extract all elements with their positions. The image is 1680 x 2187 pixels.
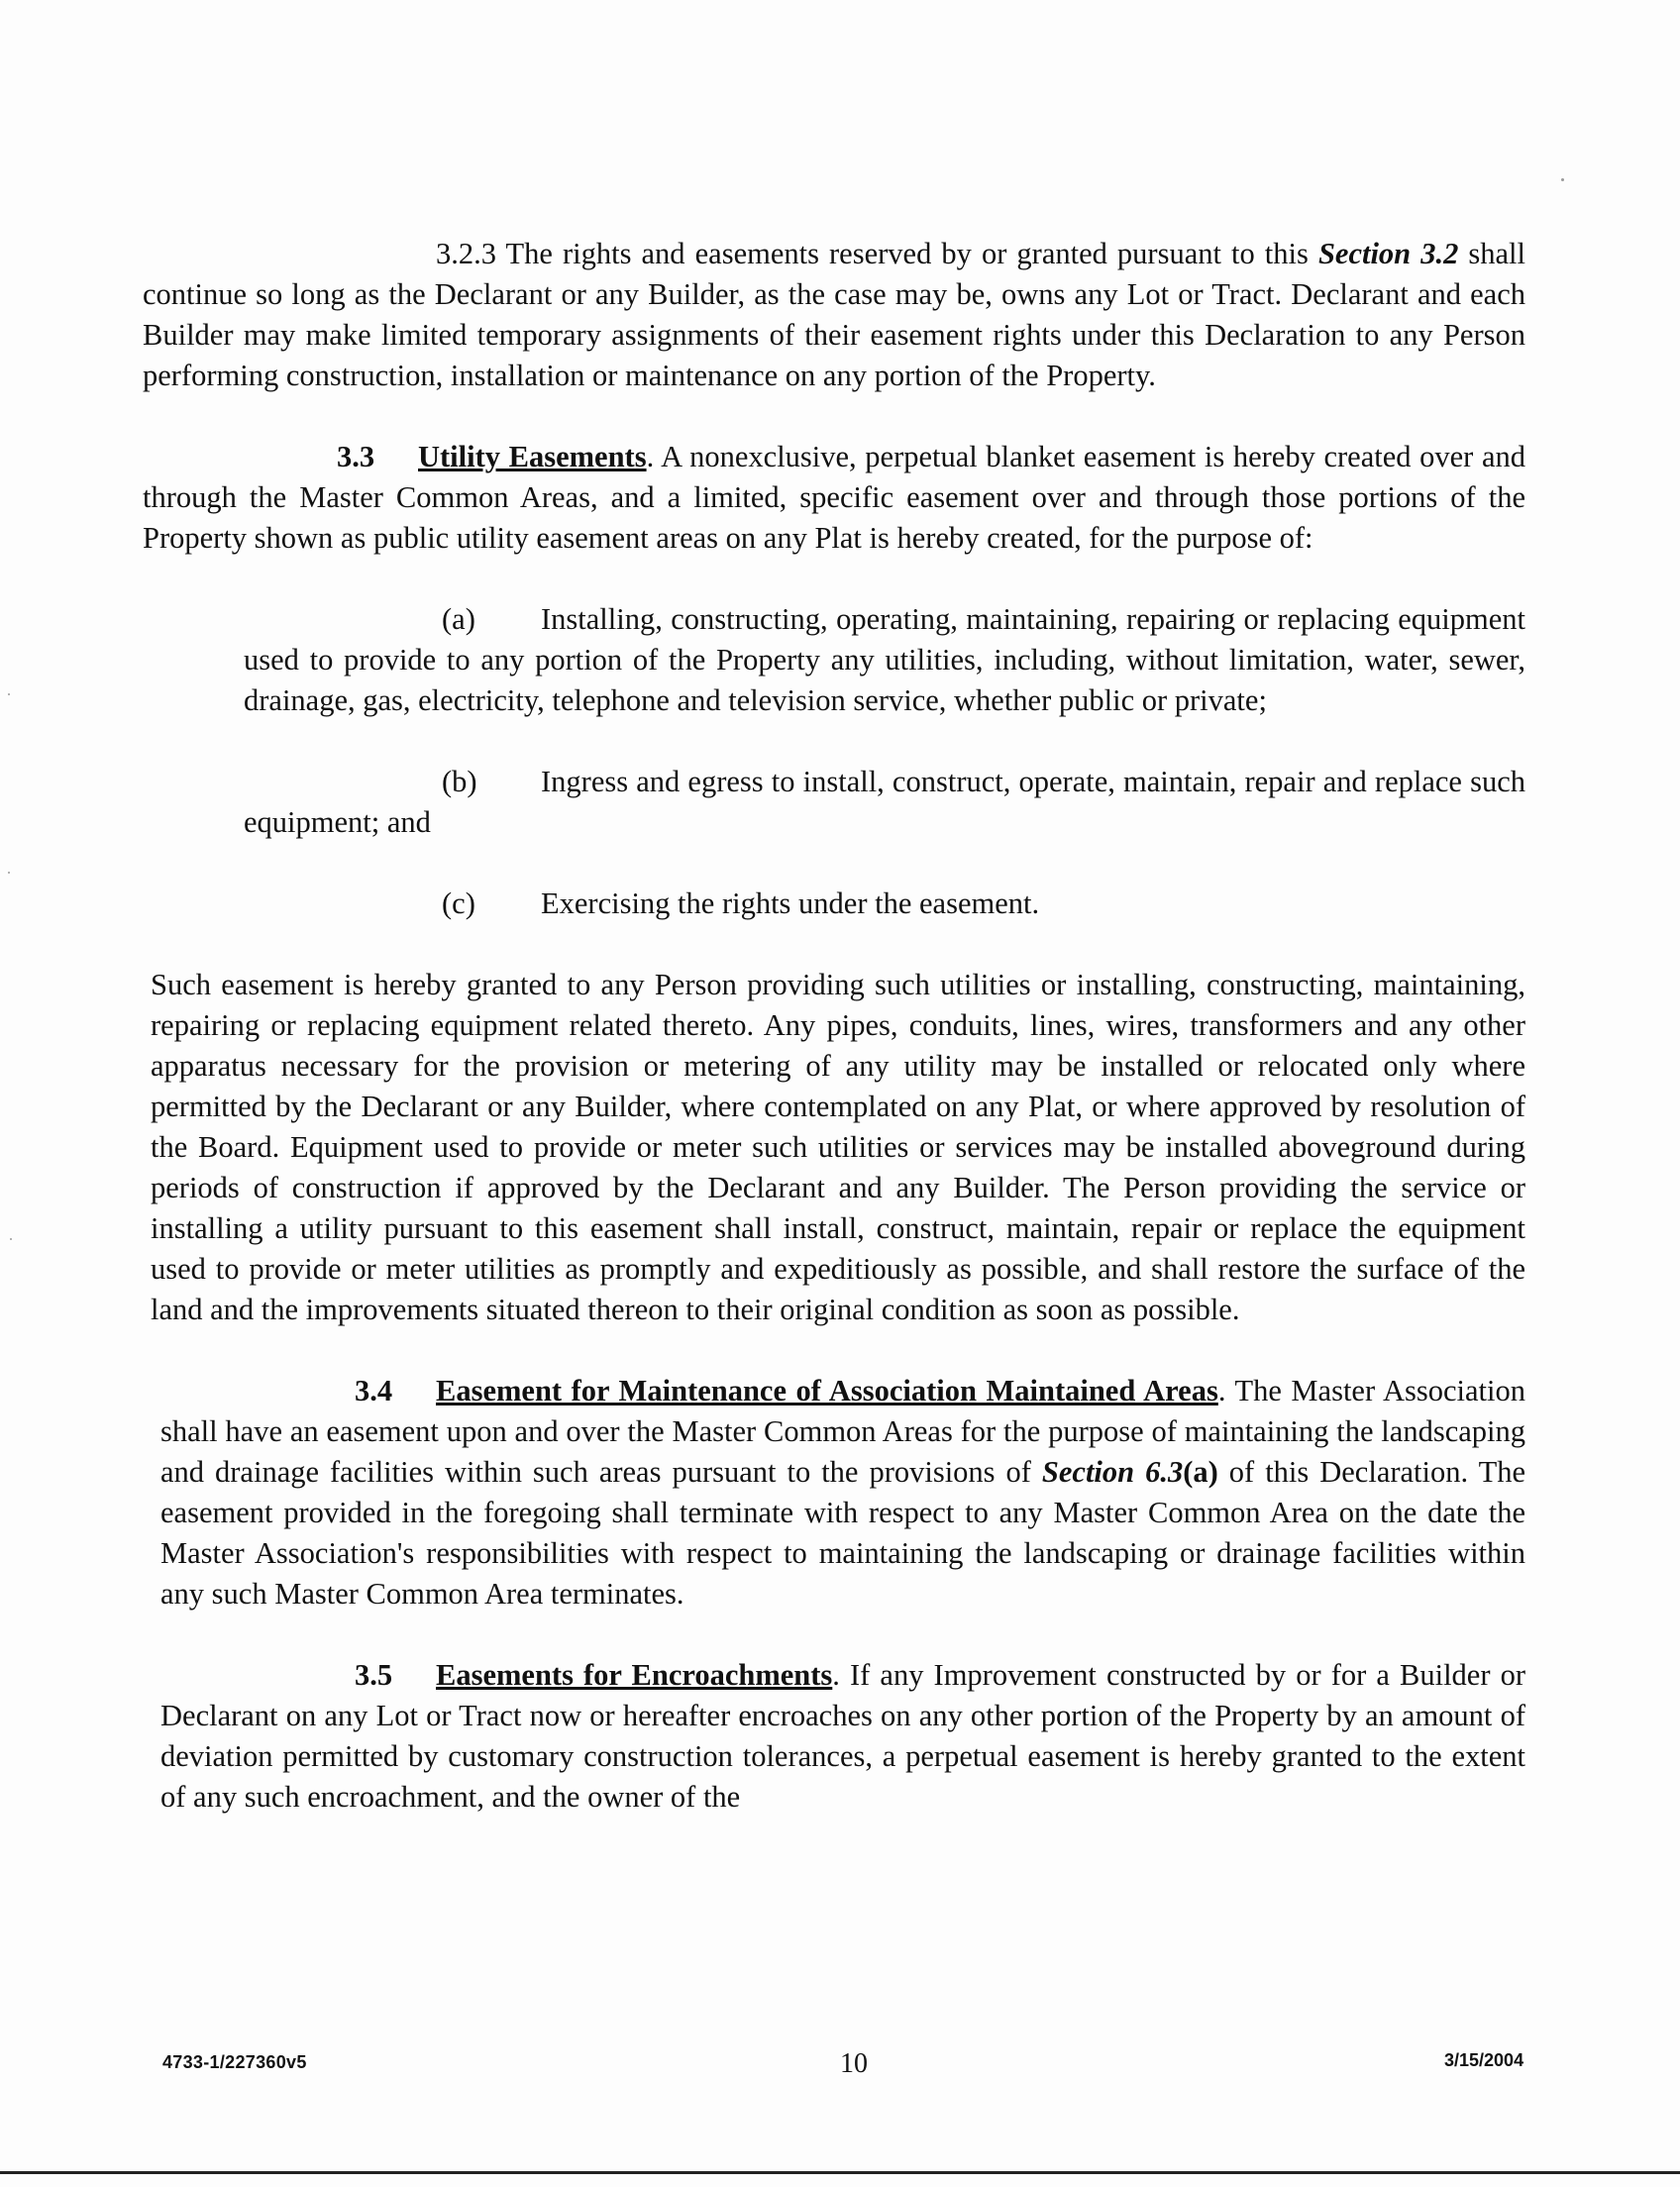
sub-item-label: (a) [442, 602, 475, 636]
paragraph-number: 3.2.3 [436, 237, 496, 270]
section-3-5 [160, 1655, 1525, 1818]
sub-item-text: Installing, constructing, operating, maintaining, repairing or replacing equipment used to provide to any portion of the Property any utilities, including, without limitation, water, sewer, drainage, gas, electricity, telephone and television service, whether public or private; [244, 602, 1525, 717]
sub-item-c [244, 884, 1525, 924]
section-text: of this Declaration. The easement provided in the foregoing shall terminate with respect to any Master Common Area on the date the Master Association's responsibilities with respect to maintaining the landscaping or drainage facilities within any such Master Common Area terminates. [160, 1455, 1525, 1611]
section-reference: Section 3.2 [1317, 237, 1459, 270]
section-text: . If any Improvement constructed by or for a Builder or Declarant on any Lot or Tract now or hereafter encroaches on any other portion of the Property by an amount of deviation permitted by customary construction tolerances, a perpetual easement is hereby granted to the extent of any such encroachment, and the owner of the [160, 1658, 1525, 1814]
sub-item-b [244, 762, 1525, 843]
document-body [143, 234, 1525, 1818]
sub-item-label: (b) [442, 765, 477, 798]
section-heading: Easement for Maintenance of Association Maintained Areas [436, 1374, 1218, 1407]
page-number: 10 [840, 2048, 868, 2079]
section-heading: Easements for Encroachments [436, 1658, 833, 1692]
scan-speck [1561, 178, 1564, 181]
sub-item-text: Ingress and egress to install, construct, operate, maintain, repair and replace such equipment; and [244, 765, 1525, 839]
sub-item-text: Exercising the rights under the easement. [541, 886, 1040, 920]
section-reference: Section 6.3 [1041, 1455, 1184, 1489]
page-footer [0, 2048, 1680, 2078]
document-id: 4733-1/227360v5 [162, 2052, 307, 2072]
scan-speck [8, 872, 10, 874]
section-heading: Utility Easements [418, 440, 647, 473]
section-3-3-closing: Such easement is hereby granted to any Person providing such utilities or installing, constructing, maintaining, repairing or replacing equipment related thereto. Any pipes, conduits, lines, wires, transformers and any other apparatus necessary for the provision or metering of any utility may be installed or relocated only where permitted by the Declarant or any Builder, where contemplated on any Plat, or where approved by resolution of the Board. Equipment used to provide or meter such utilities or services may be installed aboveground during periods of construction if approved by the Declarant and any Builder. The Person providing the service or installing a utility pursuant to this easement shall install, construct, maintain, repair or replace the equipment used to provide or meter utilities as promptly and expeditiously as possible, and shall restore the surface of the land and the improvements situated thereon to their original condition as soon as possible. [151, 968, 1525, 1326]
section-reference-suffix: (a) [1183, 1455, 1218, 1489]
paragraph-3-2-3 [143, 234, 1525, 396]
section-3-4 [160, 1371, 1525, 1614]
document-date: 3/15/2004 [1444, 2050, 1524, 2070]
section-number: 3.5 [355, 1658, 393, 1692]
paragraph-text: The rights and easements reserved by or granted pursuant to this [496, 237, 1318, 270]
sub-item-label: (c) [442, 886, 475, 920]
section-text: . A nonexclusive, perpetual blanket easement is hereby created over and through the Master Common Areas, and a limited, specific easement over and through those portions of the Property shown as public utility easement areas on any Plat is hereby created, for the purpose of: [143, 440, 1525, 555]
section-number: 3.3 [337, 440, 375, 473]
sub-item-a [244, 599, 1525, 721]
scan-speck [8, 693, 10, 695]
scan-speck [10, 1238, 12, 1240]
section-text: . The Master Association shall have an easement upon and over the Master Common Areas for the purpose of maintaining the landscaping and drainage facilities within such areas pursuant to the provisions of [160, 1374, 1525, 1489]
section-number: 3.4 [355, 1374, 393, 1407]
paragraph-text: shall continue so long as the Declarant or any Builder, as the case may be, owns any Lot or Tract. Declarant and each Builder may make limited temporary assignments of their easement rights under this Declaration to any Person performing construction, installation or maintenance on any portion of the Property. [143, 237, 1525, 392]
page-bottom-edge [0, 2171, 1680, 2174]
section-3-3-intro [143, 437, 1525, 559]
